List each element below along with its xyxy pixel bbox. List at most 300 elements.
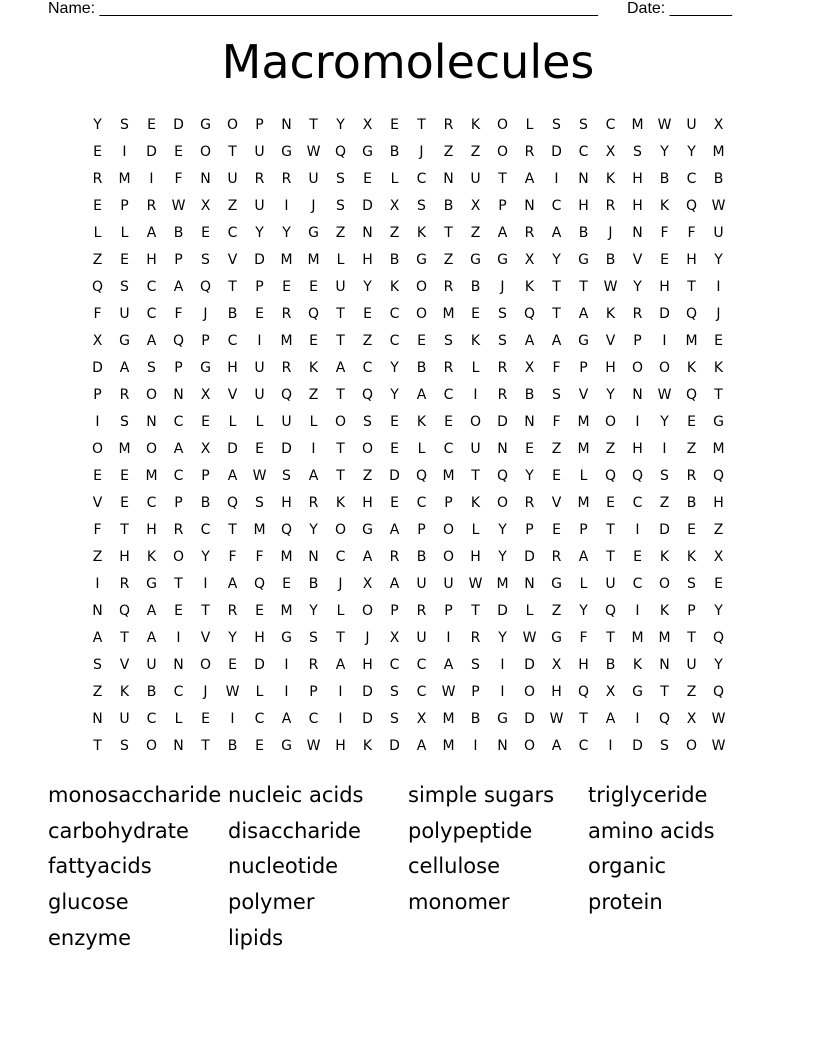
grid-letter[interactable]: R	[416, 603, 427, 619]
grid-letter[interactable]: I	[95, 414, 100, 430]
grid-letter[interactable]: B	[389, 252, 400, 268]
grid-letter[interactable]: W	[306, 738, 321, 754]
grid-letter[interactable]: A	[389, 522, 400, 538]
grid-letter[interactable]: X	[524, 252, 535, 268]
grid-letter[interactable]: H	[632, 198, 643, 214]
grid-letter[interactable]: Q	[604, 603, 617, 619]
grid-letter[interactable]: M	[253, 522, 266, 538]
grid-letter[interactable]: Z	[92, 684, 103, 700]
grid-letter[interactable]: U	[254, 144, 265, 160]
grid-letter[interactable]: Y	[525, 468, 534, 484]
grid-letter[interactable]: C	[551, 198, 562, 214]
grid-letter[interactable]: R	[524, 495, 535, 511]
grid-letter[interactable]: J	[500, 279, 505, 295]
grid-letter[interactable]: K	[389, 279, 400, 295]
grid-letter[interactable]: K	[470, 333, 481, 349]
grid-letter[interactable]: X	[605, 144, 616, 160]
grid-letter[interactable]: Y	[552, 252, 561, 268]
grid-letter[interactable]: Z	[362, 468, 373, 484]
grid-letter[interactable]: A	[173, 279, 184, 295]
grid-letter[interactable]: L	[120, 225, 129, 241]
grid-letter[interactable]: Q	[631, 468, 644, 484]
grid-letter[interactable]: R	[254, 171, 265, 187]
grid-letter[interactable]: N	[497, 738, 508, 754]
grid-letter[interactable]: C	[389, 333, 400, 349]
grid-letter[interactable]: P	[471, 684, 480, 700]
grid-letter[interactable]: T	[606, 549, 615, 565]
grid-letter[interactable]: D	[254, 657, 265, 673]
grid-letter[interactable]: Y	[309, 603, 318, 619]
grid-letter[interactable]: Q	[685, 198, 698, 214]
grid-letter[interactable]: Q	[685, 387, 698, 403]
grid-letter[interactable]: X	[524, 360, 535, 376]
grid-letter[interactable]: O	[658, 360, 671, 376]
grid-letter[interactable]: R	[470, 630, 481, 646]
grid-letter[interactable]: O	[631, 360, 644, 376]
grid-letter[interactable]: R	[308, 495, 319, 511]
grid-letter[interactable]: S	[579, 117, 588, 133]
grid-letter[interactable]: I	[338, 684, 343, 700]
grid-letter[interactable]: U	[254, 198, 265, 214]
grid-letter[interactable]: T	[201, 603, 210, 619]
grid-letter[interactable]: A	[281, 711, 292, 727]
grid-letter[interactable]: A	[146, 630, 157, 646]
grid-letter[interactable]: N	[524, 414, 535, 430]
grid-letter[interactable]: R	[119, 576, 130, 592]
grid-letter[interactable]: G	[416, 252, 427, 268]
grid-letter[interactable]: Q	[415, 468, 428, 484]
grid-letter[interactable]: U	[254, 360, 265, 376]
grid-letter[interactable]: E	[201, 414, 210, 430]
grid-letter[interactable]: Z	[605, 441, 616, 457]
grid-letter[interactable]: T	[444, 225, 453, 241]
grid-letter[interactable]: E	[228, 657, 237, 673]
grid-letter[interactable]: C	[632, 576, 643, 592]
grid-letter[interactable]: B	[416, 549, 427, 565]
grid-letter[interactable]: O	[226, 117, 239, 133]
grid-letter[interactable]: P	[120, 198, 129, 214]
grid-letter[interactable]: F	[579, 630, 588, 646]
grid-letter[interactable]: B	[389, 144, 400, 160]
grid-letter[interactable]: Z	[443, 252, 454, 268]
grid-letter[interactable]: G	[308, 225, 319, 241]
grid-letter[interactable]: O	[145, 441, 158, 457]
grid-letter[interactable]: S	[336, 171, 345, 187]
grid-letter[interactable]: Y	[660, 144, 669, 160]
grid-letter[interactable]: P	[444, 603, 453, 619]
grid-letter[interactable]: E	[660, 252, 669, 268]
grid-letter[interactable]: P	[255, 279, 264, 295]
grid-letter[interactable]: Z	[335, 225, 346, 241]
grid-letter[interactable]: F	[552, 360, 561, 376]
grid-letter[interactable]: M	[118, 171, 131, 187]
grid-letter[interactable]: E	[687, 522, 696, 538]
grid-letter[interactable]: J	[311, 198, 316, 214]
grid-letter[interactable]: T	[336, 630, 345, 646]
grid-letter[interactable]: U	[308, 171, 319, 187]
grid-letter[interactable]: I	[554, 171, 559, 187]
grid-letter[interactable]: U	[281, 414, 292, 430]
grid-letter[interactable]: Q	[712, 468, 725, 484]
grid-letter[interactable]: K	[416, 225, 427, 241]
grid-letter[interactable]: J	[203, 306, 208, 322]
grid-letter[interactable]: Q	[172, 333, 185, 349]
grid-letter[interactable]: K	[605, 171, 616, 187]
grid-letter[interactable]: P	[579, 360, 588, 376]
grid-letter[interactable]: E	[201, 225, 210, 241]
grid-letter[interactable]: C	[146, 279, 157, 295]
grid-letter[interactable]: T	[714, 387, 723, 403]
grid-letter[interactable]: H	[605, 360, 616, 376]
grid-letter[interactable]: W	[657, 117, 672, 133]
grid-letter[interactable]: K	[659, 603, 670, 619]
grid-letter[interactable]: G	[551, 576, 562, 592]
grid-letter[interactable]: Y	[309, 522, 318, 538]
grid-letter[interactable]: O	[361, 441, 374, 457]
grid-letter[interactable]: M	[280, 252, 293, 268]
grid-letter[interactable]: M	[442, 468, 455, 484]
grid-letter[interactable]: G	[578, 252, 589, 268]
grid-letter[interactable]: Q	[334, 144, 347, 160]
grid-letter[interactable]: S	[147, 360, 156, 376]
grid-letter[interactable]: N	[308, 549, 319, 565]
grid-letter[interactable]: S	[120, 738, 129, 754]
grid-letter[interactable]: H	[551, 684, 562, 700]
grid-letter[interactable]: U	[119, 711, 130, 727]
grid-letter[interactable]: E	[444, 414, 453, 430]
grid-letter[interactable]: R	[443, 279, 454, 295]
grid-letter[interactable]: R	[497, 387, 508, 403]
grid-letter[interactable]: W	[711, 738, 726, 754]
grid-letter[interactable]: D	[497, 414, 508, 430]
grid-letter[interactable]: A	[551, 333, 562, 349]
grid-letter[interactable]: Y	[255, 225, 264, 241]
grid-letter[interactable]: X	[92, 333, 103, 349]
grid-letter[interactable]: O	[496, 495, 509, 511]
grid-letter[interactable]: S	[309, 630, 318, 646]
grid-letter[interactable]: I	[284, 684, 289, 700]
grid-letter[interactable]: R	[92, 171, 103, 187]
grid-letter[interactable]: C	[632, 495, 643, 511]
grid-letter[interactable]: N	[173, 738, 184, 754]
grid-letter[interactable]: B	[470, 279, 481, 295]
grid-letter[interactable]: C	[578, 144, 589, 160]
grid-letter[interactable]: T	[660, 684, 669, 700]
grid-letter[interactable]: A	[551, 738, 562, 754]
grid-letter[interactable]: Q	[307, 306, 320, 322]
grid-letter[interactable]: B	[578, 225, 589, 241]
grid-letter[interactable]: E	[687, 414, 696, 430]
grid-letter[interactable]: Q	[199, 279, 212, 295]
grid-letter[interactable]: M	[577, 414, 590, 430]
grid-letter[interactable]: R	[389, 549, 400, 565]
grid-letter[interactable]: Z	[686, 684, 697, 700]
grid-letter[interactable]: E	[633, 549, 642, 565]
grid-letter[interactable]: I	[500, 657, 505, 673]
grid-letter[interactable]: Z	[686, 441, 697, 457]
grid-letter[interactable]: K	[308, 360, 319, 376]
grid-letter[interactable]: N	[146, 414, 157, 430]
grid-letter[interactable]: G	[146, 576, 157, 592]
grid-letter[interactable]: Y	[201, 549, 210, 565]
grid-letter[interactable]: E	[147, 117, 156, 133]
grid-letter[interactable]: E	[93, 468, 102, 484]
grid-letter[interactable]: O	[604, 414, 617, 430]
grid-letter[interactable]: A	[308, 468, 319, 484]
grid-letter[interactable]: R	[632, 306, 643, 322]
grid-letter[interactable]: F	[228, 549, 237, 565]
grid-letter[interactable]: L	[174, 711, 183, 727]
grid-letter[interactable]: U	[686, 657, 697, 673]
grid-letter[interactable]: S	[363, 414, 372, 430]
grid-letter[interactable]: Q	[118, 603, 131, 619]
grid-letter[interactable]: H	[713, 495, 724, 511]
grid-letter[interactable]: T	[120, 630, 129, 646]
grid-letter[interactable]: E	[120, 252, 129, 268]
grid-letter[interactable]: M	[442, 306, 455, 322]
grid-letter[interactable]: M	[442, 711, 455, 727]
grid-letter[interactable]: J	[365, 630, 370, 646]
grid-letter[interactable]: E	[552, 522, 561, 538]
grid-letter[interactable]: H	[281, 495, 292, 511]
grid-letter[interactable]: K	[362, 738, 373, 754]
grid-letter[interactable]: Z	[92, 252, 103, 268]
grid-letter[interactable]: S	[255, 495, 264, 511]
grid-letter[interactable]: T	[579, 711, 588, 727]
grid-letter[interactable]: I	[608, 738, 613, 754]
grid-letter[interactable]: L	[579, 468, 588, 484]
grid-letter[interactable]: E	[390, 495, 399, 511]
grid-letter[interactable]: D	[173, 117, 184, 133]
grid-letter[interactable]: S	[498, 333, 507, 349]
grid-letter[interactable]: L	[525, 117, 534, 133]
grid-letter[interactable]: E	[255, 306, 264, 322]
grid-letter[interactable]: R	[524, 144, 535, 160]
grid-letter[interactable]: I	[446, 630, 451, 646]
grid-letter[interactable]: Q	[658, 711, 671, 727]
grid-letter[interactable]: B	[605, 657, 616, 673]
grid-letter[interactable]: S	[390, 711, 399, 727]
grid-letter[interactable]: E	[282, 576, 291, 592]
grid-letter[interactable]: E	[525, 441, 534, 457]
grid-letter[interactable]: E	[255, 603, 264, 619]
grid-letter[interactable]: U	[470, 171, 481, 187]
grid-letter[interactable]: Y	[336, 117, 345, 133]
grid-letter[interactable]: Y	[498, 630, 507, 646]
grid-letter[interactable]: K	[470, 117, 481, 133]
grid-letter[interactable]: S	[282, 468, 291, 484]
grid-letter[interactable]: E	[363, 306, 372, 322]
grid-letter[interactable]: Y	[93, 117, 102, 133]
grid-letter[interactable]: C	[578, 738, 589, 754]
grid-letter[interactable]: Y	[714, 603, 723, 619]
grid-letter[interactable]: D	[497, 603, 508, 619]
grid-letter[interactable]: G	[200, 117, 211, 133]
grid-letter[interactable]: E	[255, 441, 264, 457]
grid-letter[interactable]: S	[471, 657, 480, 673]
grid-letter[interactable]: L	[471, 522, 480, 538]
grid-letter[interactable]: H	[119, 549, 130, 565]
grid-letter[interactable]: H	[227, 360, 238, 376]
grid-letter[interactable]: B	[713, 171, 724, 187]
grid-letter[interactable]: Z	[551, 603, 562, 619]
grid-letter[interactable]: S	[120, 414, 129, 430]
grid-letter[interactable]: K	[524, 279, 535, 295]
grid-letter[interactable]: U	[443, 576, 454, 592]
grid-letter[interactable]: P	[390, 603, 399, 619]
grid-letter[interactable]: N	[200, 171, 211, 187]
grid-letter[interactable]: L	[309, 414, 318, 430]
grid-letter[interactable]: G	[632, 684, 643, 700]
grid-letter[interactable]: T	[606, 522, 615, 538]
grid-letter[interactable]: L	[336, 252, 345, 268]
grid-letter[interactable]: D	[92, 360, 103, 376]
grid-letter[interactable]: S	[390, 684, 399, 700]
grid-letter[interactable]: Y	[363, 279, 372, 295]
grid-letter[interactable]: O	[523, 684, 536, 700]
grid-letter[interactable]: I	[473, 387, 478, 403]
grid-letter[interactable]: D	[524, 711, 535, 727]
grid-letter[interactable]: I	[662, 333, 667, 349]
grid-letter[interactable]: P	[174, 360, 183, 376]
grid-letter[interactable]: P	[579, 522, 588, 538]
grid-letter[interactable]: I	[149, 171, 154, 187]
grid-letter[interactable]: M	[145, 468, 158, 484]
grid-letter[interactable]: Z	[713, 522, 724, 538]
grid-letter[interactable]: R	[686, 468, 697, 484]
grid-letter[interactable]: M	[577, 441, 590, 457]
grid-letter[interactable]: Y	[579, 603, 588, 619]
grid-letter[interactable]: R	[443, 117, 454, 133]
grid-letter[interactable]: X	[470, 198, 481, 214]
grid-letter[interactable]: C	[362, 360, 373, 376]
grid-letter[interactable]: G	[200, 360, 211, 376]
grid-letter[interactable]: J	[203, 684, 208, 700]
grid-letter[interactable]: L	[525, 603, 534, 619]
grid-letter[interactable]: X	[551, 657, 562, 673]
grid-letter[interactable]: D	[659, 522, 670, 538]
grid-letter[interactable]: T	[336, 306, 345, 322]
grid-letter[interactable]: M	[442, 738, 455, 754]
grid-letter[interactable]: N	[173, 657, 184, 673]
grid-letter[interactable]: A	[227, 468, 238, 484]
grid-letter[interactable]: B	[416, 360, 427, 376]
grid-letter[interactable]: G	[281, 630, 292, 646]
grid-letter[interactable]: S	[660, 468, 669, 484]
grid-letter[interactable]: U	[119, 306, 130, 322]
grid-letter[interactable]: S	[120, 117, 129, 133]
grid-letter[interactable]: G	[497, 252, 508, 268]
grid-letter[interactable]: F	[660, 225, 669, 241]
grid-letter[interactable]: N	[173, 387, 184, 403]
grid-letter[interactable]: O	[442, 549, 455, 565]
grid-letter[interactable]: A	[605, 711, 616, 727]
grid-letter[interactable]: K	[659, 198, 670, 214]
grid-letter[interactable]: C	[146, 711, 157, 727]
grid-letter[interactable]: X	[200, 198, 211, 214]
grid-letter[interactable]: G	[470, 252, 481, 268]
grid-letter[interactable]: W	[522, 630, 537, 646]
grid-letter[interactable]: C	[443, 387, 454, 403]
grid-letter[interactable]: C	[173, 684, 184, 700]
grid-letter[interactable]: A	[443, 657, 454, 673]
grid-letter[interactable]: F	[174, 171, 183, 187]
grid-letter[interactable]: Q	[253, 576, 266, 592]
grid-letter[interactable]: E	[309, 333, 318, 349]
grid-letter[interactable]: P	[417, 522, 426, 538]
grid-letter[interactable]: C	[416, 657, 427, 673]
grid-letter[interactable]: U	[254, 387, 265, 403]
grid-letter[interactable]: A	[119, 360, 130, 376]
grid-letter[interactable]: A	[497, 225, 508, 241]
grid-letter[interactable]: C	[686, 171, 697, 187]
grid-letter[interactable]: M	[712, 144, 725, 160]
grid-letter[interactable]: G	[281, 144, 292, 160]
grid-letter[interactable]: S	[552, 387, 561, 403]
grid-letter[interactable]: K	[416, 414, 427, 430]
grid-letter[interactable]: Q	[226, 495, 239, 511]
grid-letter[interactable]: H	[254, 630, 265, 646]
grid-letter[interactable]: P	[201, 468, 210, 484]
grid-letter[interactable]: E	[93, 144, 102, 160]
grid-letter[interactable]: M	[631, 117, 644, 133]
grid-letter[interactable]: Q	[523, 306, 536, 322]
grid-letter[interactable]: E	[390, 414, 399, 430]
grid-letter[interactable]: M	[496, 576, 509, 592]
grid-letter[interactable]: K	[659, 549, 670, 565]
grid-letter[interactable]: Z	[362, 333, 373, 349]
grid-letter[interactable]: C	[335, 549, 346, 565]
grid-letter[interactable]: C	[416, 684, 427, 700]
grid-letter[interactable]: U	[416, 630, 427, 646]
grid-letter[interactable]: F	[552, 414, 561, 430]
grid-letter[interactable]: M	[118, 441, 131, 457]
grid-letter[interactable]: A	[146, 333, 157, 349]
grid-letter[interactable]: U	[713, 225, 724, 241]
grid-letter[interactable]: L	[93, 225, 102, 241]
grid-letter[interactable]: X	[686, 711, 697, 727]
grid-letter[interactable]: B	[605, 252, 616, 268]
grid-letter[interactable]: T	[228, 144, 237, 160]
grid-letter[interactable]: I	[473, 738, 478, 754]
grid-letter[interactable]: P	[687, 603, 696, 619]
grid-letter[interactable]: U	[686, 117, 697, 133]
grid-letter[interactable]: Q	[604, 468, 617, 484]
grid-letter[interactable]: S	[498, 306, 507, 322]
grid-letter[interactable]: O	[145, 387, 158, 403]
grid-letter[interactable]: A	[173, 441, 184, 457]
grid-letter[interactable]: T	[201, 738, 210, 754]
grid-letter[interactable]: T	[498, 171, 507, 187]
grid-letter[interactable]: C	[389, 306, 400, 322]
grid-letter[interactable]: X	[389, 198, 400, 214]
grid-letter[interactable]: I	[122, 144, 127, 160]
grid-letter[interactable]: D	[362, 684, 373, 700]
grid-letter[interactable]: E	[174, 144, 183, 160]
grid-letter[interactable]: B	[470, 711, 481, 727]
grid-letter[interactable]: R	[551, 549, 562, 565]
grid-letter[interactable]: D	[524, 657, 535, 673]
grid-letter[interactable]: W	[711, 198, 726, 214]
grid-letter[interactable]: E	[120, 468, 129, 484]
grid-letter[interactable]: H	[470, 549, 481, 565]
grid-letter[interactable]: S	[660, 738, 669, 754]
grid-letter[interactable]: A	[146, 603, 157, 619]
grid-letter[interactable]: T	[606, 630, 615, 646]
grid-letter[interactable]: V	[551, 495, 562, 511]
grid-letter[interactable]: B	[686, 495, 697, 511]
grid-letter[interactable]: A	[524, 171, 535, 187]
